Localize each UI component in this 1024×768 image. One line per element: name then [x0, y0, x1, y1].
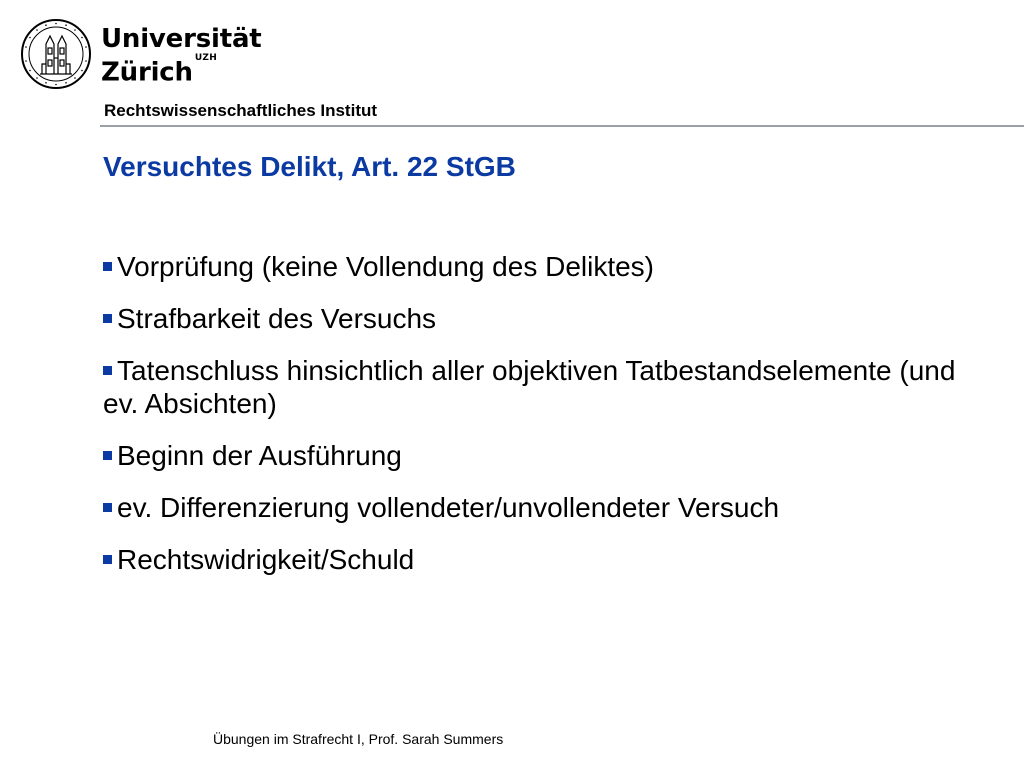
university-abbr: UZH	[194, 53, 218, 63]
bullet-text: Tatenschluss hinsichtlich aller objektiven Tatbestandselemente (und ev. Absichten)	[103, 355, 956, 419]
university-name-line1: Universität	[101, 24, 262, 54]
bullet-list	[103, 250, 983, 595]
bullet-item	[103, 302, 983, 335]
square-bullet-icon	[103, 314, 112, 323]
bullet-text: ev. Differenzierung vollendeter/unvollendeter Versuch	[117, 492, 780, 523]
bullet-item	[103, 543, 983, 576]
bullet-text: Vorprüfung (keine Vollendung des Deliktes)	[117, 251, 655, 282]
university-name	[101, 24, 262, 88]
bullet-text: Strafbarkeit des Versuchs	[117, 303, 437, 334]
uzh-seal-icon	[20, 18, 92, 90]
institute-name: Rechtswissenschaftliches Institut	[104, 101, 378, 120]
square-bullet-icon	[103, 555, 112, 564]
bullet-text: Rechtswidrigkeit/Schuld	[117, 544, 415, 575]
square-bullet-icon	[103, 366, 112, 375]
bullet-item	[103, 491, 983, 524]
bullet-text: Beginn der Ausführung	[117, 440, 402, 471]
university-name-line2-wrapper	[101, 54, 262, 88]
slide-footer: Übungen im Strafrecht I, Prof. Sarah Summers	[213, 731, 504, 747]
bullet-item	[103, 250, 983, 283]
square-bullet-icon	[103, 503, 112, 512]
slide-title: Versuchtes Delikt, Art. 22 StGB	[103, 151, 516, 182]
university-name-line2: Zürich	[101, 57, 193, 88]
square-bullet-icon	[103, 451, 112, 460]
square-bullet-icon	[103, 262, 112, 271]
bullet-item	[103, 439, 983, 472]
header-divider	[100, 125, 1024, 127]
bullet-item	[103, 354, 983, 420]
